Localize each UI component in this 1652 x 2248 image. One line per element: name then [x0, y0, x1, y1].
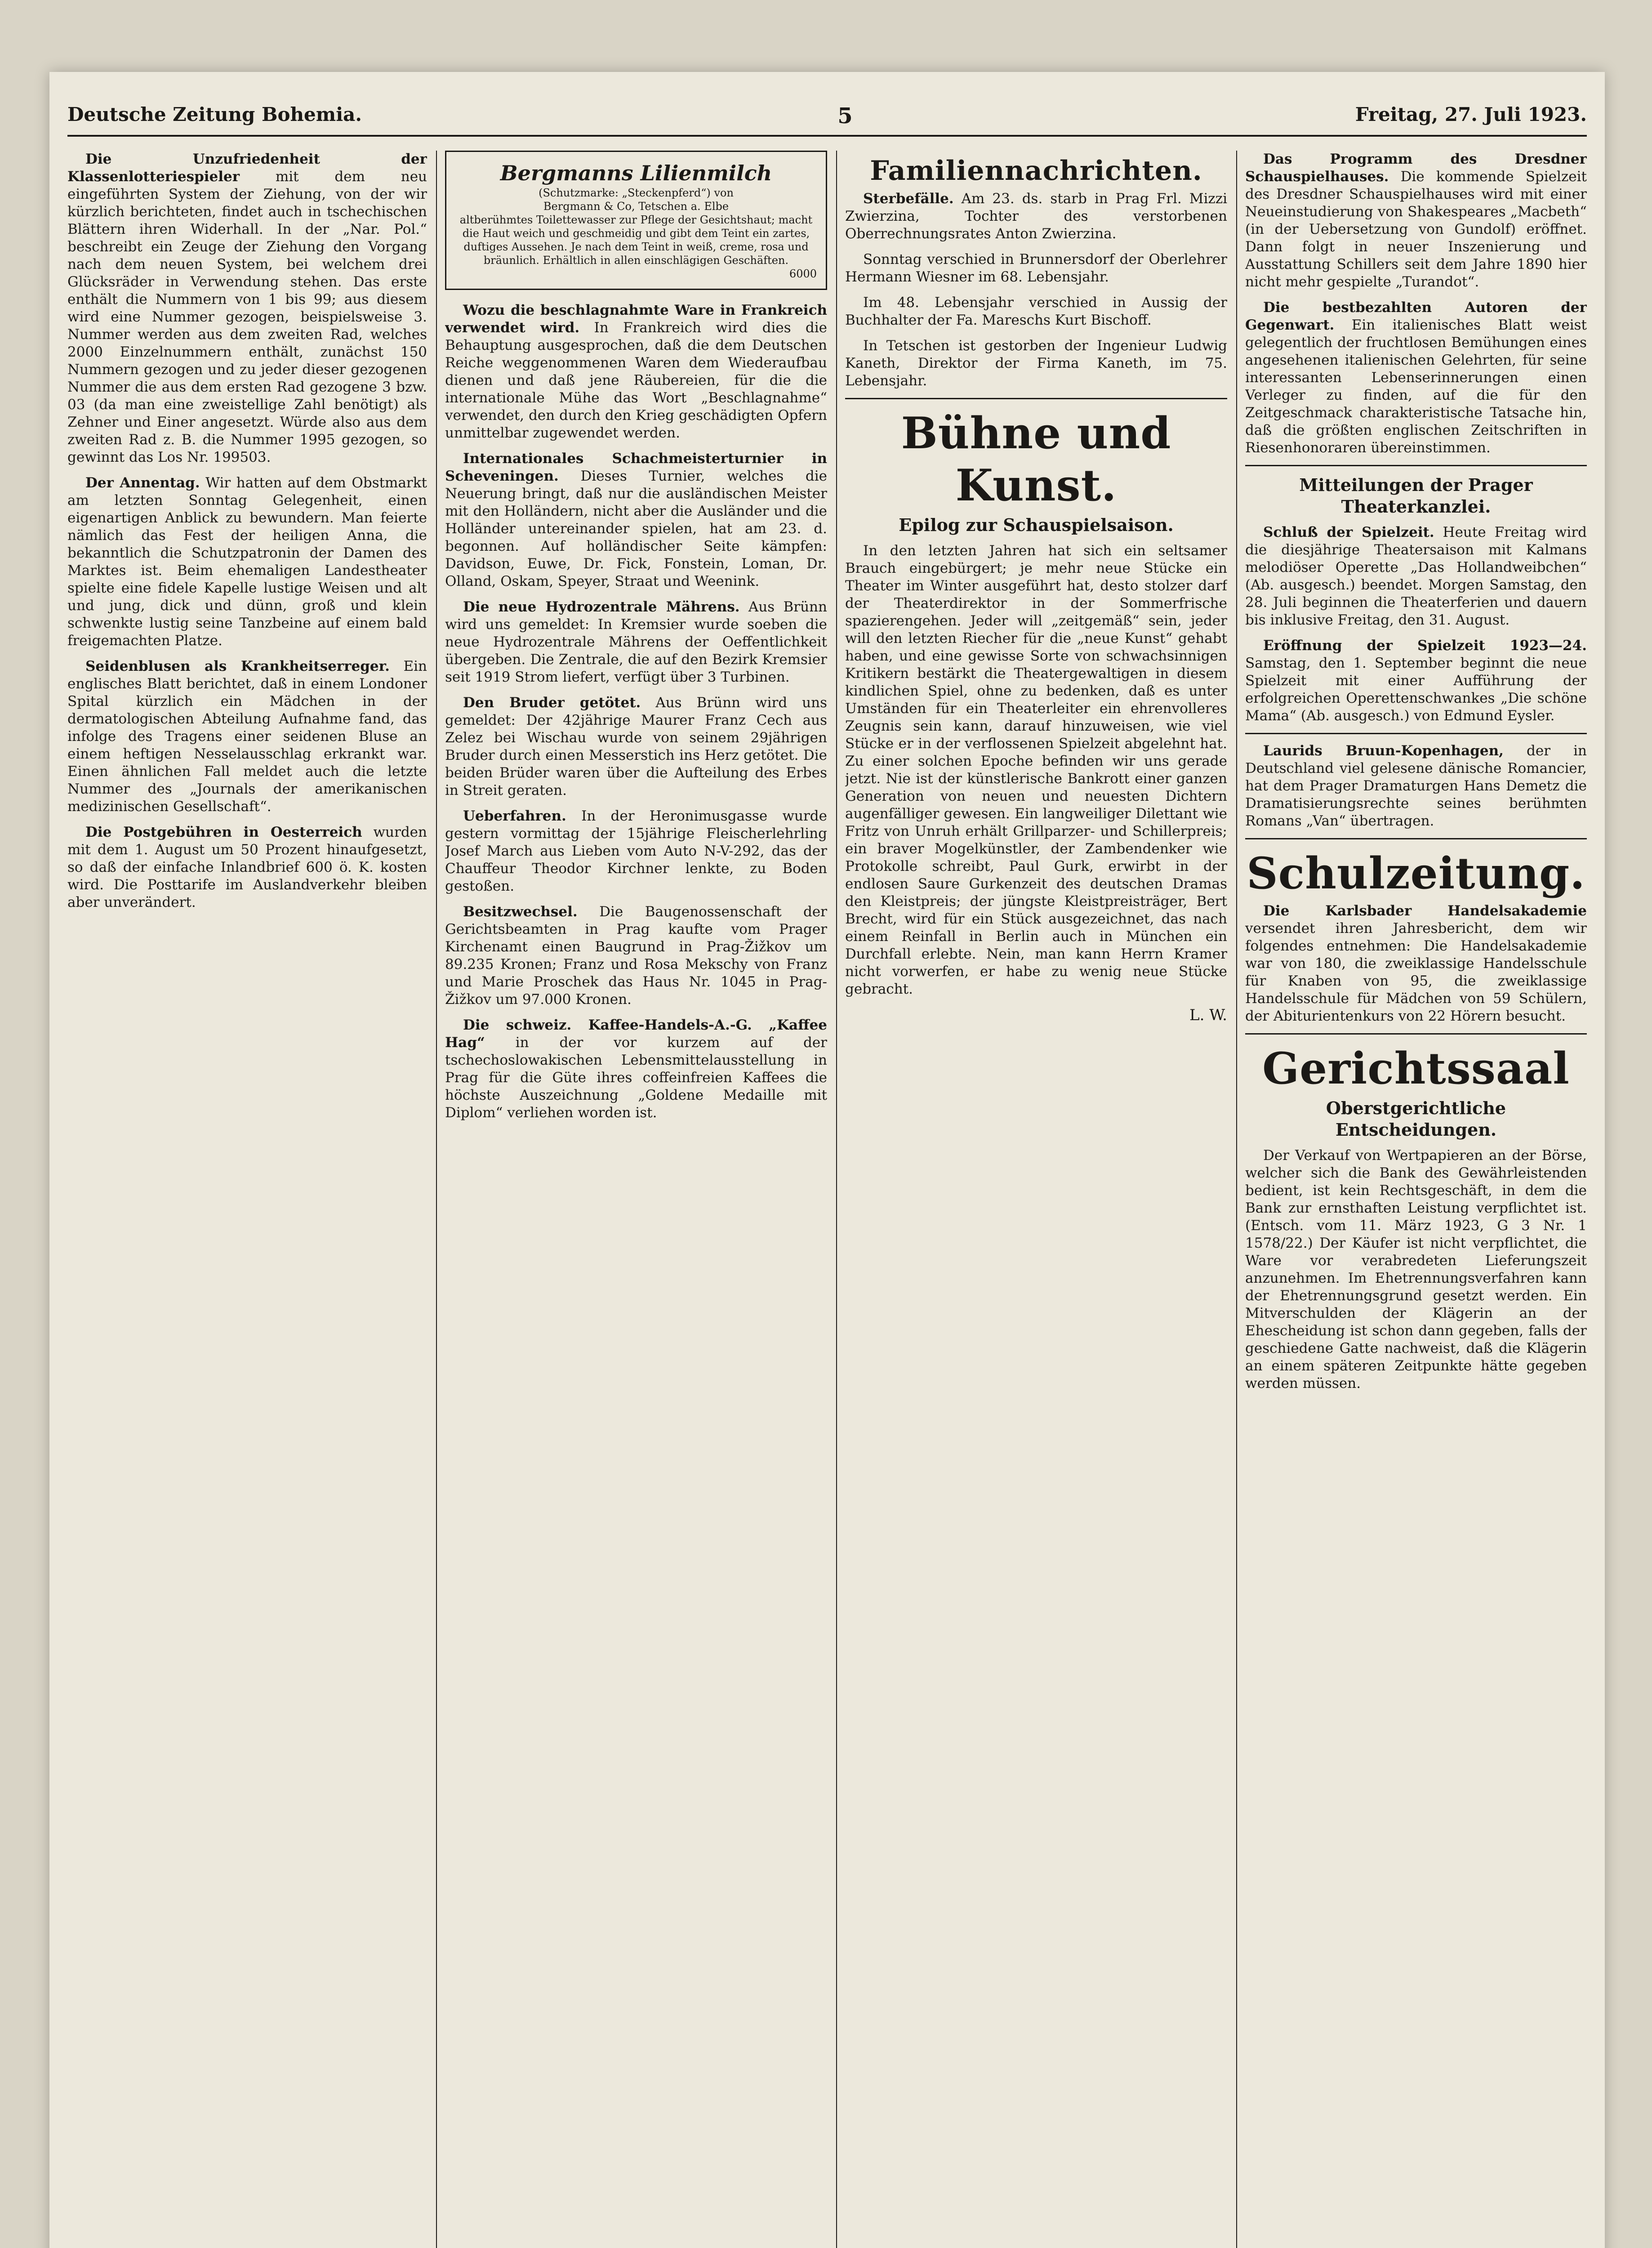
ad-number: 6000 — [789, 268, 817, 280]
news-item — [445, 903, 827, 1008]
news-item-text: wurden mit dem 1. August um 50 Prozent hinaufgesetzt, so daß der einfache Inlandbrief 600 ö. K. kosten wird. Die Posttarife im Auslandverkehr bleiben aber unverändert. — [67, 824, 427, 910]
news-item-lead: Laurids Bruun-Kopenhagen, — [1263, 743, 1504, 759]
news-item-text: Samstag, den 1. September beginnt die neue Spielzeit mit einer Aufführung der erfolgreichen Operettenschwankes „Die schöne Mama“ (Ab. ausgesch.) von Edmund Eysler. — [1245, 655, 1587, 724]
news-item — [67, 474, 427, 650]
news-item-lead: Die Karlsbader Handelsakademie — [1263, 903, 1587, 919]
section-heading-buehne-und-kunst: Bühne und Kunst. — [901, 408, 1171, 511]
page-header — [67, 103, 1587, 135]
news-item — [845, 251, 1227, 286]
news-item-lead: Die neue Hydrozentrale Mährens. — [463, 599, 740, 615]
column-rule — [1236, 151, 1237, 2248]
news-item — [845, 337, 1227, 390]
column-4 — [1245, 151, 1587, 2248]
news-item — [1245, 151, 1587, 291]
news-item-lead: Die Unzufriedenheit der Klassenlotteriespieler — [67, 151, 427, 185]
news-item — [845, 190, 1227, 243]
section-heading-gerichtssaal: Gerichtssaal — [1262, 1043, 1570, 1094]
ad-text: altberühmtes Toilettewasser zur Pflege der Gesichtshaut; macht die Haut weich und geschmeidig und gibt dem Teint ein zartes, duftiges Aussehen. Je nach dem Teint in weiß, creme, rosa und bräunlich. Erhältlich in allen einschlägigen Geschäften. — [459, 214, 813, 267]
news-item — [1245, 637, 1587, 725]
column-rule — [836, 151, 837, 2248]
news-item-text: Die Baugenossenschaft der Gerichtsbeamten in Prag kaufte vom Prager Kirchenamt einen Baugrund in Prag-Žižkov um 89.235 Kronen; Franz und Rosa Mekschy von Franz und Marie Proschek das Haus Nr. 1045 in Prag-Žižkov um 97.000 Kronen. — [445, 904, 827, 1008]
news-item — [67, 824, 427, 911]
column-1 — [67, 151, 427, 2248]
news-item-lead: Ueberfahren. — [463, 808, 566, 824]
news-item-text: In der Heronimusgasse wurde gestern vormittag der 15jährige Fleischerlehrling Josef March aus Lieben vom Auto N-V-292, das der Chauffeur Theodor Kirchner lenkte, zu Boden gestoßen. — [445, 808, 827, 894]
news-item-lead: Die bestbezahlten Autoren der Gegenwart. — [1245, 299, 1587, 333]
news-item-text: Die kommende Spielzeit des Dresdner Schauspielhauses wird mit einer Neueinstudierung von Shakespeares „Macbeth“ (in der Uebersetzung von Gundolf) eröffnet. Dann folgt in neuer Inszenierung und Ausstattung Schillers seit dem Jahre 1890 hier nicht mehr gespielte „Turandot“. — [1245, 169, 1587, 290]
column-rule — [436, 151, 437, 2248]
news-item-text: In Tetschen ist gestorben der Ingenieur Ludwig Kaneth, Direktor der Firma Kaneth, im 75. Lebensjahr. — [845, 338, 1227, 389]
news-item-text: In Frankreich wird dies die Behauptung ausgesprochen, daß die dem Deutschen Reiche weggenommenen Waren dem Wiederaufbau dienen und daß jene Räubereien, für die die internationale Mühe das Wort „Beschlagnahme“ verwendet, den durch den Krieg geschädigten Opfern unmittelbar zugewendet werden. — [445, 320, 827, 441]
news-item — [445, 807, 827, 895]
news-item-lead: Die schweiz. Kaffee-Handels-A.-G. „Kaffee Hag“ — [445, 1017, 827, 1051]
news-item-text: in der vor kurzem auf der tschechoslowakischen Lebensmittelausstellung in Prag für die Güte ihres coffeinfreien Kaffees die höchste Auszeichnung „Goldene Medaille mit Diplom“ verliehen worden ist. — [445, 1035, 827, 1121]
news-item-lead: Den Bruder getötet. — [463, 695, 641, 711]
section-rule — [1245, 733, 1587, 734]
section-rule — [845, 398, 1227, 399]
news-item — [1245, 742, 1587, 830]
news-item-lead: Besitzwechsel. — [463, 904, 578, 920]
news-item-text: Sonntag verschied in Brunnersdorf der Oberlehrer Hermann Wiesner im 68. Lebensjahr. — [845, 251, 1227, 285]
news-item-text: versendet ihren Jahresbericht, dem wir folgendes entnehmen: Die Handelsakademie war von 180, die zweiklassige Handelsschule für Knaben von 95, die zweiklassige Handelsschule für Mädchen von 59 Schülern, der Abiturientenkurs von 22 Hörern besucht. — [1245, 920, 1587, 1024]
news-item — [1245, 524, 1587, 629]
news-item-lead: Wozu die beschlagnahmte Ware in Frankreich verwendet wird. — [445, 302, 827, 336]
news-item-lead: Eröffnung der Spielzeit 1923—24. — [1263, 638, 1587, 654]
news-item-text: mit dem neu eingeführten System der Ziehung, von der wir kürzlich berichteten, findet auch in tschechischen Blättern ihren Widerhall. In der „Nar. Pol.“ beschreibt ein Zeuge der Ziehung den Vorgang nach dem neuen System, bei welchem drei Glücksräder in Verwendung stehen. Das erste enthält die Nummern von 1 bis 99; aus diesem wird eine Nummer gezogen, beispielsweise 3. Nummer werden aus dem zweiten Rad, welches 2000 Einzelnummern enthält, zunächst 150 Nummern gezogen und zu jeder dieser gezogenen Nummer die aus dem ersten Rad gezogene 3 bzw. 03 (da man eine zweistellige Zahl benötigt) als Zehner und Einer angesetzt. Würde also aus dem zweiten Rad z. B. die Nummer 1995 gezogen, so gewinnt das Los Nr. 199503. — [67, 169, 427, 465]
news-item-lead: Der Annentag. — [85, 475, 200, 491]
section-rule — [1245, 465, 1587, 466]
ad-subtitle: (Schutzmarke: „Steckenpferd“) von — [539, 187, 734, 199]
news-item-text: Aus Brünn wird uns gemeldet: Der 42jährige Maurer Franz Cech aus Zelez bei Wischau wurde von seinem 29jährigen Bruder durch einen Messerstich ins Herz getötet. Die beiden Brüder waren über die Aufteilung des Erbes in Streit geraten. — [445, 695, 827, 798]
column-2 — [445, 151, 827, 2248]
theater-office-heading: Mitteilungen der Prager Theaterkanzlei. — [1299, 475, 1533, 517]
section-rule — [1245, 1033, 1587, 1035]
news-item — [445, 302, 827, 442]
section-rule — [1245, 838, 1587, 839]
news-item-text: der in Deutschland viel gelesene dänische Romancier, hat dem Prager Dramaturgen Hans Demetz die Dramatisierungsrechte seines berühmten Romans „Van“ übertragen. — [1245, 743, 1587, 829]
page-number: 5 — [837, 103, 853, 129]
family-news-heading: Familiennachrichten. — [870, 155, 1202, 187]
article-subheading: Epilog zur Schauspielsaison. — [899, 515, 1174, 535]
news-item — [445, 450, 827, 590]
news-item — [1245, 299, 1587, 457]
ad-title: Bergmanns Lilienmilch — [500, 161, 772, 185]
news-item-lead: Die Postgebühren in Oesterreich — [85, 824, 362, 840]
column-3 — [845, 151, 1227, 2248]
header-rule — [67, 135, 1587, 137]
news-item-text: Heute Freitag wird die diesjährige Theatersaison mit Kalmans melodiöser Operette „Das Hollandweibchen“ (Ab. ausgesch.) beendet. Morgen Samstag, den 28. Juli beginnen die Theaterferien und dauern bis inklusive Freitag, den 31. August. — [1245, 524, 1587, 628]
court-body: Der Verkauf von Wertpapieren an der Börse, welcher sich die Bank des Gewährleistenden bedient, ist kein Rechtsgeschäft, in dem die Bank zur ernsthaften Leistung verpflichtet ist. (Entsch. vom 11. März 1923, G 3 Nr. 1 1578/22.) Der Käufer ist nicht verpflichtet, die Ware vor verabredeten Lieferungszeit anzunehmen. Im Ehetrennungsverfahren kann der Ehetrennungsgrund gesetzt werden. Ein Mitverschulden der Klägerin an der Ehescheidung ist schon dann gegeben, falls der geschiedene Gatte nachweist, daß die Klägerin an einem späteren Zeitpunkte hätte gegeben werden müssen. — [1245, 1147, 1587, 1392]
advertisement-lilienmilch — [445, 151, 827, 290]
news-item-text: Im 48. Lebensjahr verschied in Aussig der Buchhalter der Fa. Mareschs Kurt Bischoff. — [845, 294, 1227, 328]
section-heading-schulzeitung: Schulzeitung. — [1247, 848, 1585, 899]
article-body: In den letzten Jahren hat sich ein seltsamer Brauch eingebürgert; je mehr neue Stücke ein Theater im Winter ausgeführt hat, desto stolzer darf der Theaterdirektor in der Sommerfrische spazierengehen. Jeder will „zeitgemäß“ sein, jeder will den letzten Riecher für die „neue Kunst“ gehabt haben, und eine gewisse Sorte von schwachsinnigen Kritikern bestärkt die Theatergewaltigen in diesem kindlichen Spiel, ohne zu bedenken, daß es unter Umständen für ein Theaterleiter ein ehrenvolleres Zeugnis sein kann, darauf hinzuweisen, wie viel Stücke er in der verflossenen Spielzeit abgelehnt hat. Zu einer solchen Epoche befinden wir uns gerade jetzt. Nie ist der künstlerische Bankrott einer ganzen Generation von neuen und neuesten Dichtern augenfälliger gewesen. Ein langweiliger Dilettant wie Fritz von Unruh erhält Grillparzer- und Schillerpreis; ein braver Mogelkünstler, der Zambendenker wie Protokolle schreibt, Paul Gurk, erwirbt in der endlosen Saure Gurkenzeit des deutschen Dramas den Kleistpreis; der jüngste Kleistpreisträger, Bert Brecht, wird für ein Stück ausgezeichnet, das nach einem Reinfall in Berlin auch in München ein Durchfall erlebte. Nein, man kann Herrn Kramer nicht vorwerfen, er habe zu wenig neue Stücke gebracht. — [845, 543, 1227, 997]
news-item — [445, 694, 827, 799]
court-subheading: Oberstgerichtliche Entscheidungen. — [1326, 1098, 1506, 1140]
issue-date: Freitag, 27. Juli 1923. — [1355, 103, 1587, 125]
news-item-text: Aus Brünn wird uns gemeldet: In Kremsier wurde soeben die neue Hydrozentrale Mährens der Oeffentlichkeit übergeben. Die Zentrale, die auf den Bezirk Kremsier seit 1919 Strom liefert, verfügt über 3 Turbinen. — [445, 599, 827, 685]
newspaper-title: Deutsche Zeitung Bohemia. — [67, 103, 362, 125]
news-item-text: Ein italienisches Blatt weist gelegentlich der fruchtlosen Bemühungen eines angesehenen italienischen Gelehrten, für seine interessanten Lebenserinnerungen einen Verleger zu finden, auf die für den Zeitgeschmack charakteristische Tatsache hin, daß die größten englischen Zeitschriften in Riesenhonoraren übereinstimmen. — [1245, 317, 1587, 456]
newspaper-page — [49, 72, 1605, 2248]
news-item-lead: Internationales Schachmeisterturnier in Scheveningen. — [445, 450, 827, 484]
news-item-lead: Das Programm des Dresdner Schauspielhauses. — [1245, 151, 1587, 185]
news-item-text: Ein englisches Blatt berichtet, daß in einem Londoner Spital kürzlich ein Mädchen in der dermatologischen Abteilung Aufnahme fand, das infolge des Tragens einer seidenen Bluse an einem heftigen Nesselausschlag erkrankt war. Einen ähnlichen Fall meldet auch die letzte Nummer des „Journals der amerikanischen medizinischen Gesellschaft“. — [67, 658, 427, 815]
news-item-lead: Sterbefälle. — [863, 191, 954, 207]
news-item — [445, 1017, 827, 1122]
news-item — [67, 151, 427, 466]
ad-maker: Bergmann & Co, Tetschen a. Elbe — [543, 200, 729, 213]
news-item-text: Wir hatten auf dem Obstmarkt am letzten Sonntag Gelegenheit, einen eigenartigen Anblick zu bewundern. Man feierte nämlich das Fest der heiligen Anna, die bekanntlich die Schutzpatronin der Damen des Marktes ist. Beim ehemaligen Landestheater spielte eine fidele Kapelle lustige Weisen und alt und jung, dick und dünn, groß und klein schwenkte lustig seine Tanzbeine auf einem bald freigemachten Platze. — [67, 475, 427, 649]
news-item-text: Am 23. ds. starb in Prag Frl. Mizzi Zwierzina, Tochter des verstorbenen Oberrechnungsrates Anton Zwierzina. — [845, 191, 1227, 242]
news-item — [67, 658, 427, 816]
news-item — [1245, 902, 1587, 1025]
news-item — [845, 294, 1227, 329]
news-item — [445, 598, 827, 686]
article-signature: L. W. — [1189, 1006, 1227, 1024]
news-item-lead: Schluß der Spielzeit. — [1263, 524, 1434, 540]
news-item-text: Dieses Turnier, welches die Neuerung bringt, daß nur die ausländischen Meister mit den Holländern, nicht aber die Ausländer und die Holländer untereinander spielen, hat am 23. d. begonnen. Auf holländischer Seite kämpfen: Davidson, Euwe, Dr. Fick, Fonstein, Loman, Dr. Olland, Oskam, Speyer, Straat und Weenink. — [445, 468, 827, 589]
news-item-lead: Seidenblusen als Krankheitserreger. — [85, 658, 390, 674]
